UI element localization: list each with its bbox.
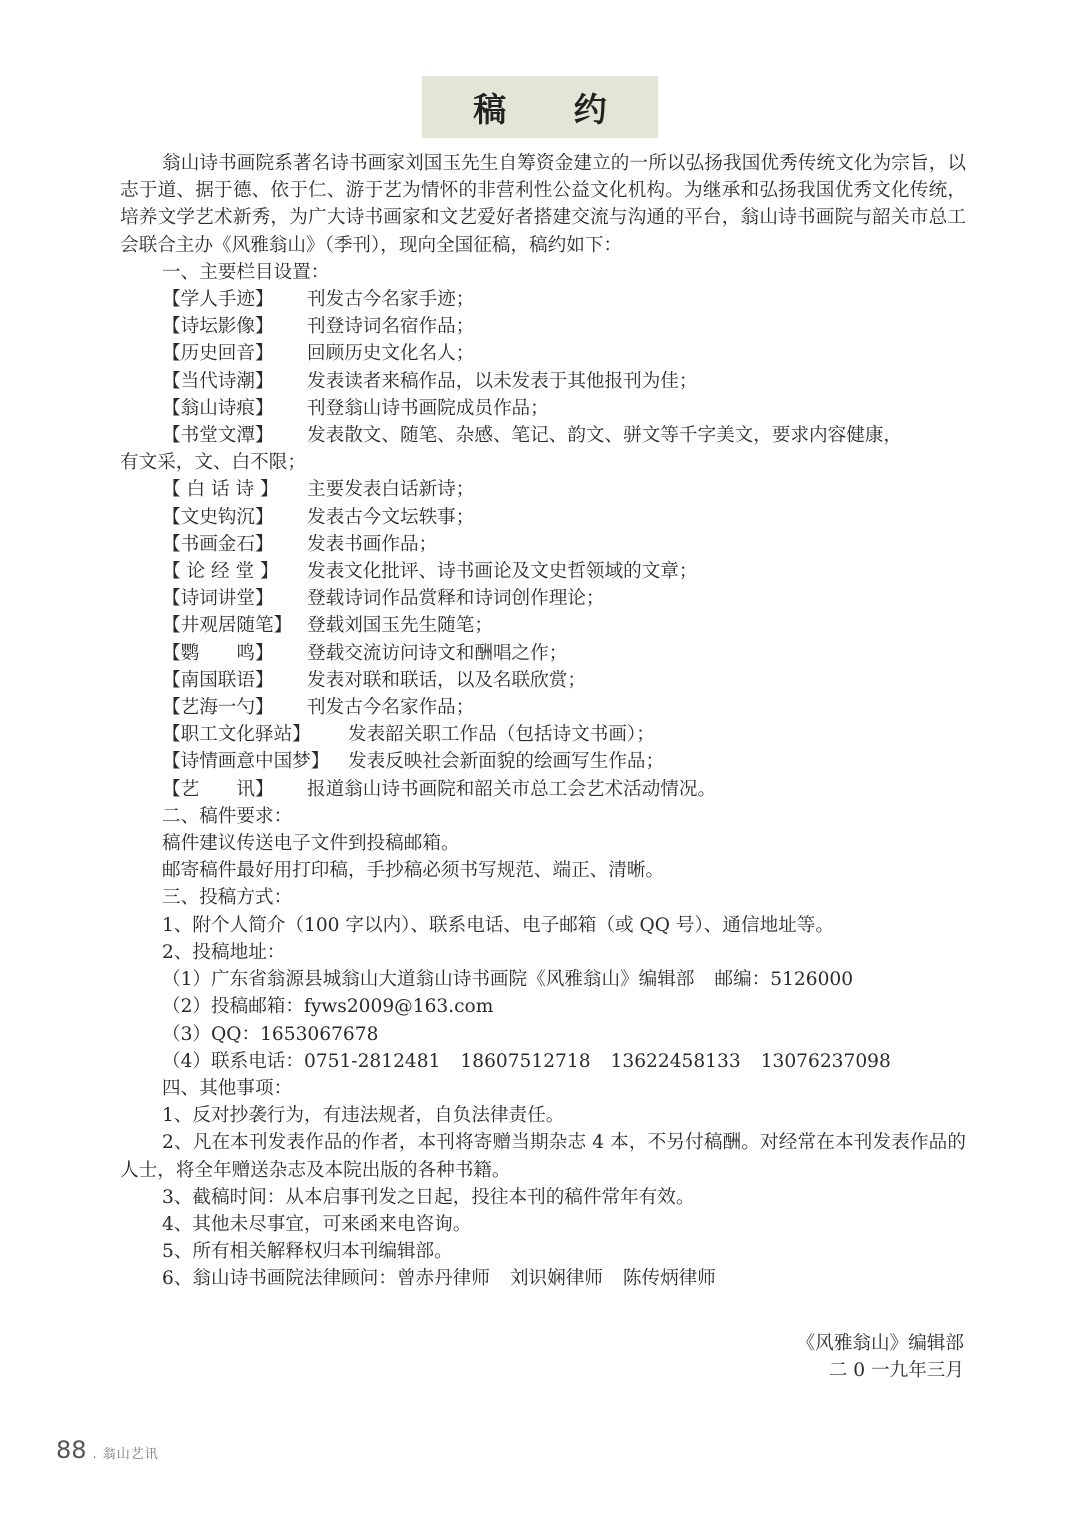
column-item xyxy=(120,313,966,340)
email-line: （2）投稿邮箱：fyws2009@163.com xyxy=(162,996,494,1018)
column-desc: 发表韶关职工作品（包括诗文书画）； xyxy=(348,724,655,746)
column-tag: 【诗情画意中国梦】 xyxy=(162,751,330,773)
column-item xyxy=(120,476,966,503)
column-item xyxy=(120,558,966,585)
section4-item: 5、所有相关解释权归本刊编辑部。 xyxy=(162,1241,453,1263)
column-item xyxy=(120,667,966,694)
intro-paragraph: 翁山诗书画院系著名诗书画家刘国玉先生自筹资金建立的一所以弘扬我国优秀传统文化为宗旨，以志于道、据于德、依于仁、游于艺为情怀的非营利性公益文化机构。为继承和弘扬我国优秀文化传统，培养文学艺术新秀，为广大诗书画家和文艺爱好者搭建交流与沟通的平台，翁山诗书画院与韶关市总工会联合主办《风雅翁山》（季刊），现向全国征稿，稿约如下： xyxy=(120,153,966,256)
column-item xyxy=(120,776,966,803)
column-item xyxy=(120,504,966,531)
column-tag: 【艺 讯】 xyxy=(162,778,274,800)
legal-advisors-line xyxy=(120,1265,966,1292)
signature-org: 《风雅翁山》编辑部 xyxy=(796,1333,964,1354)
address-line xyxy=(120,966,966,993)
page-title: 稿 约 xyxy=(473,89,635,129)
column-item xyxy=(120,640,966,667)
column-desc: 刊登诗词名宿作品； xyxy=(307,316,475,338)
column-desc: 发表文化批评、诗书画论及文史哲领域的文章； xyxy=(307,561,698,583)
section2-line: 邮寄稿件最好用打印稿，手抄稿必须书写规范、端正、清晰。 xyxy=(162,860,665,882)
section4-item: 2、凡在本刊发表作品的作者，本刊将寄赠当期杂志 4 本，不另付稿酬。对经常在本刊发表作品的人士，将全年赠送杂志及本院出版的各种书籍。 xyxy=(120,1132,966,1181)
column-item xyxy=(120,395,966,422)
notice-body xyxy=(120,150,966,1293)
phone-label: （4）联系电话：0751-2812481 xyxy=(162,1050,441,1072)
column-desc: 回顾历史文化名人； xyxy=(307,343,475,365)
column-tag: 【书堂文潭】 xyxy=(162,425,274,447)
column-desc: 发表读者来稿作品，以未发表于其他报刊为佳； xyxy=(307,370,698,392)
phone-number: 13622458133 xyxy=(610,1050,741,1072)
signature-date: 二 0 一九年三月 xyxy=(828,1360,964,1381)
legal-advisor: 6、翁山诗书画院法律顾问：曾赤丹律师 xyxy=(162,1268,490,1290)
column-tag: 【南国联语】 xyxy=(162,669,274,691)
column-tag: 【 论 经 堂 】 xyxy=(162,561,279,583)
column-item xyxy=(120,368,966,395)
column-desc: 主要发表白话新诗； xyxy=(307,479,475,501)
column-tag: 【井观居随笔】 xyxy=(162,615,293,637)
column-tag: 【 白 话 诗 】 xyxy=(162,479,279,501)
column-desc: 发表古今文坛轶事； xyxy=(307,506,475,528)
column-tag: 【鹦 鸣】 xyxy=(162,642,274,664)
section4-item: 4、其他未尽事宜，可来函来电咨询。 xyxy=(162,1213,472,1235)
column-item xyxy=(120,612,966,639)
column-desc: 发表散文、随笔、杂感、笔记、韵文、骈文等千字美文，要求内容健康， xyxy=(307,425,903,447)
phone-number: 13076237098 xyxy=(760,1050,891,1072)
column-item xyxy=(120,585,966,612)
phone-number: 18607512718 xyxy=(460,1050,591,1072)
column-tag: 【诗坛影像】 xyxy=(162,316,274,338)
qq-line: （3）QQ：1653067678 xyxy=(162,1023,379,1045)
column-item xyxy=(120,340,966,367)
title-banner xyxy=(422,76,658,138)
page-footer xyxy=(56,1436,159,1464)
legal-advisor: 陈传炳律师 xyxy=(622,1268,716,1290)
column-desc: 刊登翁山诗书画院成员作品； xyxy=(307,397,549,419)
section4-item: 1、反对抄袭行为，有违法规者，自负法律责任。 xyxy=(162,1105,565,1127)
column-desc: 登载诗词作品赏释和诗词创作理论； xyxy=(307,588,605,610)
column-desc: 登载交流访问诗文和酬唱之作； xyxy=(307,642,568,664)
column-tag: 【翁山诗痕】 xyxy=(162,397,274,419)
column-desc: 发表书画作品； xyxy=(307,533,438,555)
column-tag: 【当代诗潮】 xyxy=(162,370,274,392)
column-desc: 发表对联和联话，以及名联欣赏； xyxy=(307,669,586,691)
column-desc: 刊发古今名家作品； xyxy=(307,697,475,719)
column-desc: 刊发古今名家手迹； xyxy=(307,289,475,311)
phone-line xyxy=(120,1048,966,1075)
column-tag: 【文史钩沉】 xyxy=(162,506,274,528)
section1-heading: 一、主要栏目设置： xyxy=(162,261,330,283)
section2-heading: 二、稿件要求： xyxy=(162,805,293,827)
address-text: （1）广东省翁源县城翁山大道翁山诗书画院《风雅翁山》编辑部 xyxy=(162,969,695,991)
section4-heading: 四、其他事项： xyxy=(162,1077,293,1099)
column-desc: 发表反映社会新面貌的绘画写生作品； xyxy=(348,751,665,773)
column-item xyxy=(120,721,966,748)
zip-code: 邮编：5126000 xyxy=(714,969,854,991)
column-item xyxy=(120,286,966,313)
column-item xyxy=(120,748,966,775)
column-tag: 【学人手迹】 xyxy=(162,289,274,311)
section4-item: 3、截稿时间：从本启事刊发之日起，投往本刊的稿件常年有效。 xyxy=(162,1186,695,1208)
page-number: 88 xyxy=(56,1436,87,1464)
column-desc: 报道翁山诗书画院和韶关市总工会艺术活动情况。 xyxy=(307,778,717,800)
section3-item1: 1、附个人简介（100 字以内）、联系电话、电子邮箱（或 QQ 号）、通信地址等。 xyxy=(162,914,834,936)
column-tag: 【职工文化驿站】 xyxy=(162,724,311,746)
column-item xyxy=(120,422,966,449)
column-continuation: 有文采，文、白不限； xyxy=(120,452,306,474)
legal-advisor: 刘识娴律师 xyxy=(509,1268,603,1290)
column-item xyxy=(120,694,966,721)
column-desc: 登载刘国玉先生随笔； xyxy=(307,615,493,637)
column-item xyxy=(120,531,966,558)
magazine-name: . 翁山艺讯 xyxy=(92,1447,159,1462)
section3-item2: 2、投稿地址： xyxy=(162,941,286,963)
column-tag: 【历史回音】 xyxy=(162,343,274,365)
section2-line: 稿件建议传送电子文件到投稿邮箱。 xyxy=(162,833,460,855)
section3-heading: 三、投稿方式： xyxy=(162,887,293,909)
column-tag: 【诗词讲堂】 xyxy=(162,588,274,610)
column-tag: 【艺海一勺】 xyxy=(162,697,274,719)
column-tag: 【书画金石】 xyxy=(162,533,274,555)
